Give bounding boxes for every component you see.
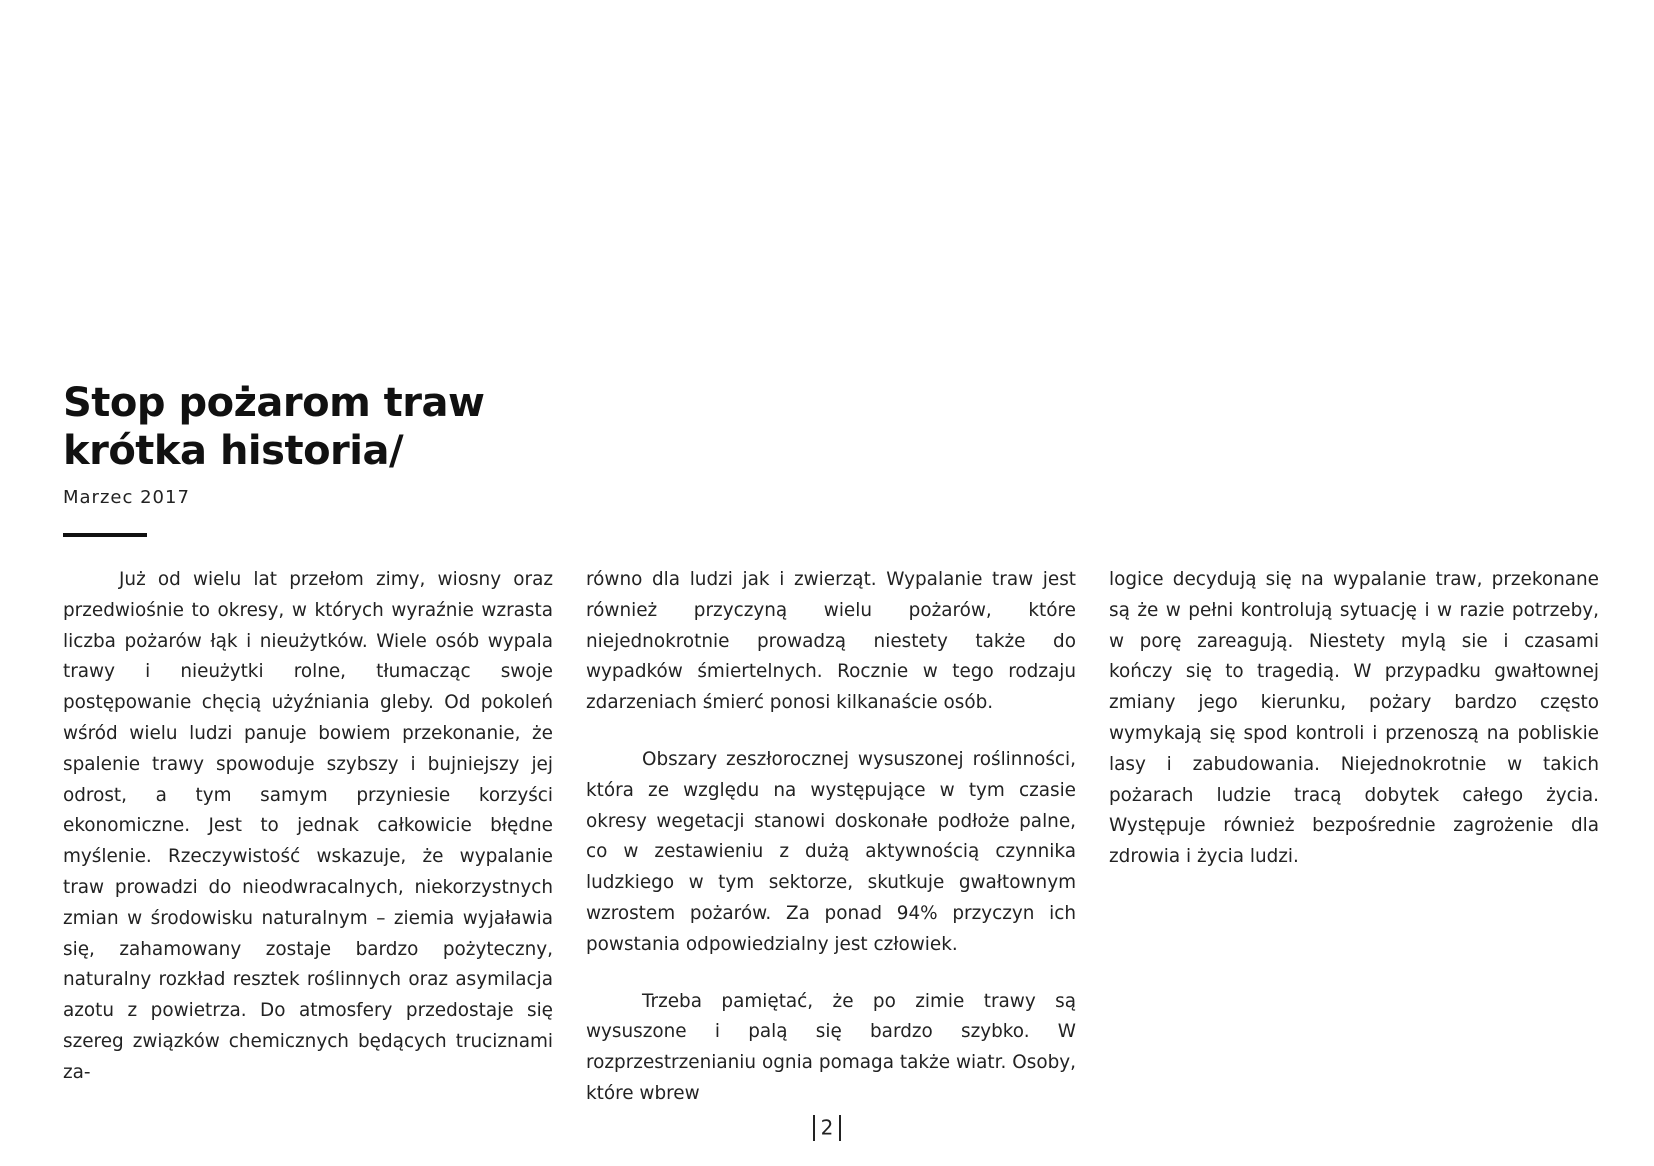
- paragraph: Obszary zeszłorocznej wysuszonej roślinności, która ze względu na występujące w tym czasie okresy wegetacji stanowi doskonałe podłoże palne, co w zestawieniu z dużą aktywnością czynnika ludzkiego w tym sektorze, skutkuje gwałtownym wzrostem pożarów. Za ponad 94% przyczyn ich powstania odpowiedzialny jest człowiek.: [586, 748, 1076, 955]
- publication-date: Marzec 2017: [63, 487, 190, 508]
- paragraph: równo dla ludzi jak i zwierząt. Wypalanie traw jest również przyczyną wielu pożarów, które niejednokrotnie prowadzą niestety także do wypadków śmiertelnych. Rocznie w tego rodzaju zdarzeniach śmierć ponosi kilkanaście osób.: [586, 569, 1076, 714]
- page-title: [63, 379, 484, 475]
- article-column-1: [63, 565, 553, 1089]
- article-column-2: [586, 565, 1076, 1110]
- title-line-2: krótka historia/: [63, 428, 404, 474]
- paragraph: Już od wielu lat przełom zimy, wiosny oraz przedwiośnie to okresy, w których wyraźnie wzrasta liczba pożarów łąk i nieużytków. Wiele osób wypala trawy i nieużytki rolne, tłumacząc swoje postępowanie chęcią użyźniania gleby. Od pokoleń wśród wielu ludzi panuje bowiem przekonanie, że spalenie trawy spowoduje szybszy i bujniejszy jej odrost, a tym samym przyniesie korzyści ekonomiczne. Jest to jednak całkowicie błędne myślenie. Rzeczywistość wskazuje, że wypalanie traw prowadzi do nieodwracalnych, niekorzystnych zmian w środowisku naturalnym – ziemia wyjaławia się, zahamowany zostaje bardzo pożyteczny, naturalny rozkład resztek roślinnych oraz asymilacja azotu z powietrza. Do atmosfery przedostaje się szereg związków chemicznych będących truciznami za-: [63, 569, 553, 1083]
- page-number: [0, 1114, 1654, 1141]
- page-number-value: 2: [820, 1115, 834, 1140]
- paragraph: logice decydują się na wypalanie traw, przekonane są że w pełni kontrolują sytuację i w razie potrzeby, w porę zareagują. Niestety mylą sie i czasami kończy się to tragedią. W przypadku gwałtownej zmiany jego kierunku, pożary bardzo często wymykają się spod kontroli i przenoszą na pobliskie lasy i zabudowania. Niejednokrotnie w takich pożarach ludzie tracą dobytek całego życia. Występuje również bezpośrednie zagrożenie dla zdrowia i życia ludzi.: [1109, 569, 1599, 868]
- page-number-right-bar: [839, 1115, 841, 1141]
- paragraph: Trzeba pamiętać, że po zimie trawy są wysuszone i palą się bardzo szybko. W rozprzestrzenianiu ognia pomaga także wiatr. Osoby, które wbrew: [586, 990, 1076, 1104]
- title-divider: [63, 533, 147, 537]
- page-number-left-bar: [813, 1115, 815, 1141]
- article-column-3: [1109, 565, 1599, 873]
- title-line-1: Stop pożarom traw: [63, 380, 485, 426]
